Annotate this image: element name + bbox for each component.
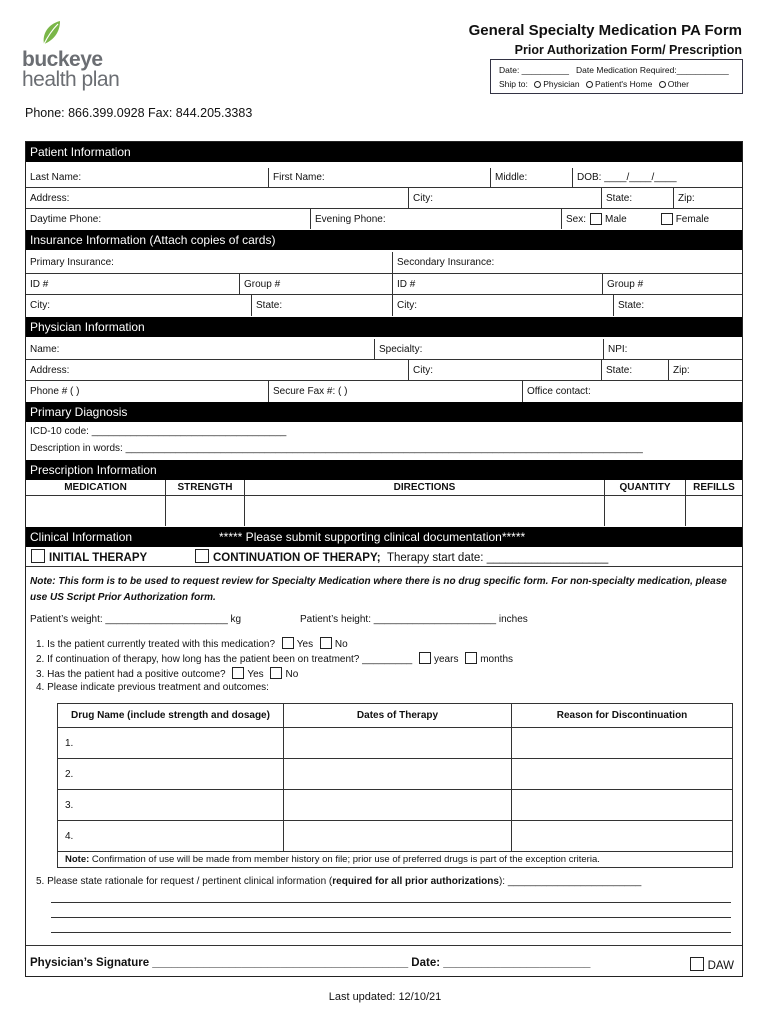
dates-cell-4[interactable] <box>284 821 512 852</box>
quantity-input[interactable] <box>604 496 685 526</box>
ship-to-label: Ship to: <box>499 79 528 89</box>
col-quantity: QUANTITY <box>604 480 685 495</box>
primary-id-field[interactable]: ID # <box>30 278 49 290</box>
male-checkbox[interactable] <box>590 213 602 225</box>
diagnosis-header: Primary Diagnosis <box>26 402 742 422</box>
patient-state-field[interactable]: State: <box>601 188 673 208</box>
medication-input[interactable] <box>26 496 165 526</box>
physician-header: Physician Information <box>26 317 742 337</box>
question-5-text-bold: required for all prior authorizations <box>332 876 499 887</box>
drug-name-cell-1[interactable]: 1. <box>58 728 284 759</box>
q1-no-checkbox[interactable] <box>320 637 332 649</box>
logo-line1: buckeye <box>22 48 103 71</box>
reason-cell-4[interactable] <box>512 821 733 852</box>
last-updated: Last updated: 12/10/21 <box>328 991 442 1003</box>
continuation-therapy-label: CONTINUATION OF THERAPY; <box>213 552 381 564</box>
reason-cell-3[interactable] <box>512 790 733 821</box>
col-medication: MEDICATION <box>64 482 127 493</box>
drug-name-cell-4[interactable]: 4. <box>58 821 284 852</box>
treatment-table-note <box>58 852 733 868</box>
col-directions: DIRECTIONS <box>244 480 604 495</box>
table-row <box>58 759 733 790</box>
dates-cell-1[interactable] <box>284 728 512 759</box>
therapy-divider <box>26 566 742 567</box>
question-3-text: 3. Has the patient had a positive outcome? <box>36 669 226 680</box>
table-note-text: Confirmation of use will be made from member history on file; prior use of preferred drugs is part of the exception criteria. <box>89 854 600 865</box>
first-name-field[interactable]: First Name: <box>268 168 490 187</box>
secondary-group-field[interactable]: Group # <box>602 274 742 294</box>
dates-cell-2[interactable] <box>284 759 512 790</box>
last-name-field[interactable]: Last Name: <box>30 172 82 183</box>
form-subtitle: Prior Authorization Form/ Prescription <box>514 43 742 57</box>
clinical-header-label: Clinical Information <box>30 530 133 544</box>
drug-name-cell-3[interactable]: 3. <box>58 790 284 821</box>
evening-phone-field[interactable]: Evening Phone: <box>310 209 561 229</box>
table-row <box>58 790 733 821</box>
patient-row-2 <box>26 188 742 209</box>
initial-therapy-label: INITIAL THERAPY <box>49 552 148 564</box>
col-refills: REFILLS <box>685 480 742 495</box>
ship-info-box <box>490 59 743 94</box>
table-note-cell <box>58 852 733 868</box>
refills-input[interactable] <box>685 496 742 526</box>
q1-yes-label: Yes <box>296 639 314 650</box>
office-contact-field[interactable]: Office contact: <box>522 381 742 402</box>
continuation-therapy-checkbox[interactable] <box>195 549 209 563</box>
table-note-bold: Note: <box>65 854 90 865</box>
sex-field <box>561 209 742 229</box>
clinical-header <box>26 527 742 547</box>
leaf-icon <box>40 20 62 46</box>
physician-phone-field[interactable]: Phone # ( ) <box>30 386 80 397</box>
secondary-state-field[interactable]: State: <box>613 295 742 316</box>
date-label[interactable]: Date: __________ <box>499 65 569 75</box>
question-2 <box>36 652 513 665</box>
ship-physician-radio[interactable] <box>534 81 541 88</box>
initial-therapy-checkbox[interactable] <box>31 549 45 563</box>
q3-no-checkbox[interactable] <box>270 667 282 679</box>
dob-field[interactable]: DOB: ____/____/____ <box>572 168 742 187</box>
question-2-text[interactable]: 2. If continuation of therapy, how long has the patient been on treatment? _________ <box>36 654 413 665</box>
previous-treatment-table <box>57 703 733 868</box>
col-drug-name: Drug Name (include strength and dosage) <box>58 704 284 728</box>
form-title: General Specialty Medication PA Form <box>468 22 742 39</box>
question-3 <box>36 667 298 680</box>
q1-no-label: No <box>334 639 348 650</box>
daw-label: DAW <box>707 960 734 972</box>
question-5-text-a: 5. Please state rationale for request / pertinent clinical information ( <box>36 876 333 887</box>
icd-code-field[interactable]: ICD-10 code: ___________________________________ <box>30 426 287 437</box>
physician-row-1 <box>26 339 742 360</box>
question-1 <box>36 637 348 650</box>
q2-months-label: months <box>480 654 514 665</box>
insurance-row-3 <box>26 295 742 316</box>
strength-input[interactable] <box>165 496 244 526</box>
q2-years-label: years <box>433 654 459 665</box>
physician-name-field[interactable]: Name: <box>30 343 60 355</box>
question-5 <box>36 876 641 887</box>
ship-physician-label: Physician <box>543 79 580 89</box>
q2-months-checkbox[interactable] <box>465 652 477 664</box>
q1-yes-checkbox[interactable] <box>282 637 294 649</box>
ship-home-radio[interactable] <box>586 81 593 88</box>
form-note: Note: This form is to be used to request review for Specialty Medication where there is no drug specific form. For non-specialty medication, please use US Script Prior Authorization form. <box>30 576 727 603</box>
reason-cell-1[interactable] <box>512 728 733 759</box>
primary-state-field[interactable]: State: <box>251 295 392 316</box>
dates-cell-3[interactable] <box>284 790 512 821</box>
female-label: Female <box>675 213 710 225</box>
patient-header: Patient Information <box>26 142 742 162</box>
physician-state-field[interactable]: State: <box>601 360 668 380</box>
insurance-row-2 <box>26 274 742 295</box>
signature-divider <box>26 945 742 946</box>
table-row <box>58 728 733 759</box>
q3-yes-label: Yes <box>247 669 264 680</box>
physician-city-field[interactable]: City: <box>408 360 601 380</box>
ship-home-label: Patient's Home <box>594 79 653 89</box>
drug-name-cell-2[interactable]: 2. <box>58 759 284 790</box>
table-row <box>58 821 733 852</box>
col-reason-discontinuation: Reason for Discontinuation <box>512 704 733 728</box>
patient-height-field[interactable]: Patient’s height: ______________________ inches <box>300 614 528 625</box>
specialty-field[interactable]: Specialty: <box>374 339 603 359</box>
insurance-header: Insurance Information (Attach copies of cards) <box>26 230 742 250</box>
female-checkbox[interactable] <box>661 213 673 225</box>
q2-years-checkbox[interactable] <box>419 652 431 664</box>
patient-zip-field[interactable]: Zip: <box>673 188 742 208</box>
primary-insurance-field[interactable]: Primary Insurance: <box>30 257 114 268</box>
patient-city-field[interactable]: City: <box>408 188 601 208</box>
pa-form <box>25 141 743 977</box>
question-4: 4. Please indicate previous treatment and outcomes: <box>36 682 269 693</box>
secure-fax-field[interactable]: Secure Fax #: ( ) <box>268 381 522 402</box>
secondary-id-field[interactable]: ID # <box>392 274 602 294</box>
prescription-header: Prescription Information <box>26 460 742 480</box>
therapy-start-date-field[interactable]: Therapy start date: ___________________ <box>386 552 609 564</box>
col-strength: STRENGTH <box>165 480 244 495</box>
rationale-line-3[interactable] <box>51 932 731 933</box>
directions-input[interactable] <box>244 496 604 526</box>
physician-row-3 <box>26 381 742 402</box>
daw-checkbox[interactable] <box>690 957 704 971</box>
male-label: Male <box>605 213 627 225</box>
reason-cell-2[interactable] <box>512 759 733 790</box>
diagnosis-description-field[interactable]: Description in words: _____________________________________________________________________________________________ <box>30 443 643 454</box>
question-5-text-c[interactable]: ): ________________________ <box>498 876 642 887</box>
ship-other-radio[interactable] <box>659 81 666 88</box>
q3-yes-checkbox[interactable] <box>232 667 244 679</box>
prescription-table-header <box>26 480 742 496</box>
patient-row-1 <box>26 168 742 188</box>
rationale-line-1[interactable] <box>51 902 731 903</box>
patient-weight-field[interactable]: Patient’s weight: ______________________ kg <box>30 614 242 625</box>
insurance-row-1 <box>26 252 742 274</box>
daytime-phone-field[interactable]: Daytime Phone: <box>30 213 102 225</box>
secondary-city-field[interactable]: City: <box>392 295 613 316</box>
prescription-table-row <box>26 496 742 526</box>
patient-address-field[interactable]: Address: <box>30 192 70 204</box>
rationale-line-2[interactable] <box>51 917 731 918</box>
logo-line2: health plan <box>22 68 120 91</box>
primary-group-field[interactable]: Group # <box>239 274 392 294</box>
physician-address-field[interactable]: Address: <box>30 364 70 376</box>
question-1-text: 1. Is the patient currently treated with this medication? <box>36 639 276 650</box>
treatment-table-header <box>58 704 733 728</box>
date-required-label[interactable]: Date Medication Required:___________ <box>576 65 729 75</box>
physician-zip-field[interactable]: Zip: <box>668 360 742 380</box>
physician-signature-field[interactable]: Physician’s Signature ________________________________________ Date: _______________________ <box>30 957 591 969</box>
ship-other-label: Other <box>667 79 689 89</box>
q3-no-label: No <box>285 669 299 680</box>
secondary-insurance-field[interactable]: Secondary Insurance: <box>392 252 742 273</box>
buckeye-logo <box>22 20 162 92</box>
sex-label: Sex: <box>566 213 587 225</box>
phone-fax: Phone: 866.399.0928 Fax: 844.205.3383 <box>25 106 253 120</box>
patient-row-3 <box>26 209 742 229</box>
npi-field[interactable]: NPI: <box>603 339 742 359</box>
daw-field <box>690 957 734 972</box>
col-dates-of-therapy: Dates of Therapy <box>284 704 512 728</box>
clinical-notice: ***** Please submit supporting clinical documentation***** <box>219 530 526 544</box>
physician-row-2 <box>26 360 742 381</box>
middle-field[interactable]: Middle: <box>490 168 572 187</box>
primary-city-field[interactable]: City: <box>30 300 50 311</box>
